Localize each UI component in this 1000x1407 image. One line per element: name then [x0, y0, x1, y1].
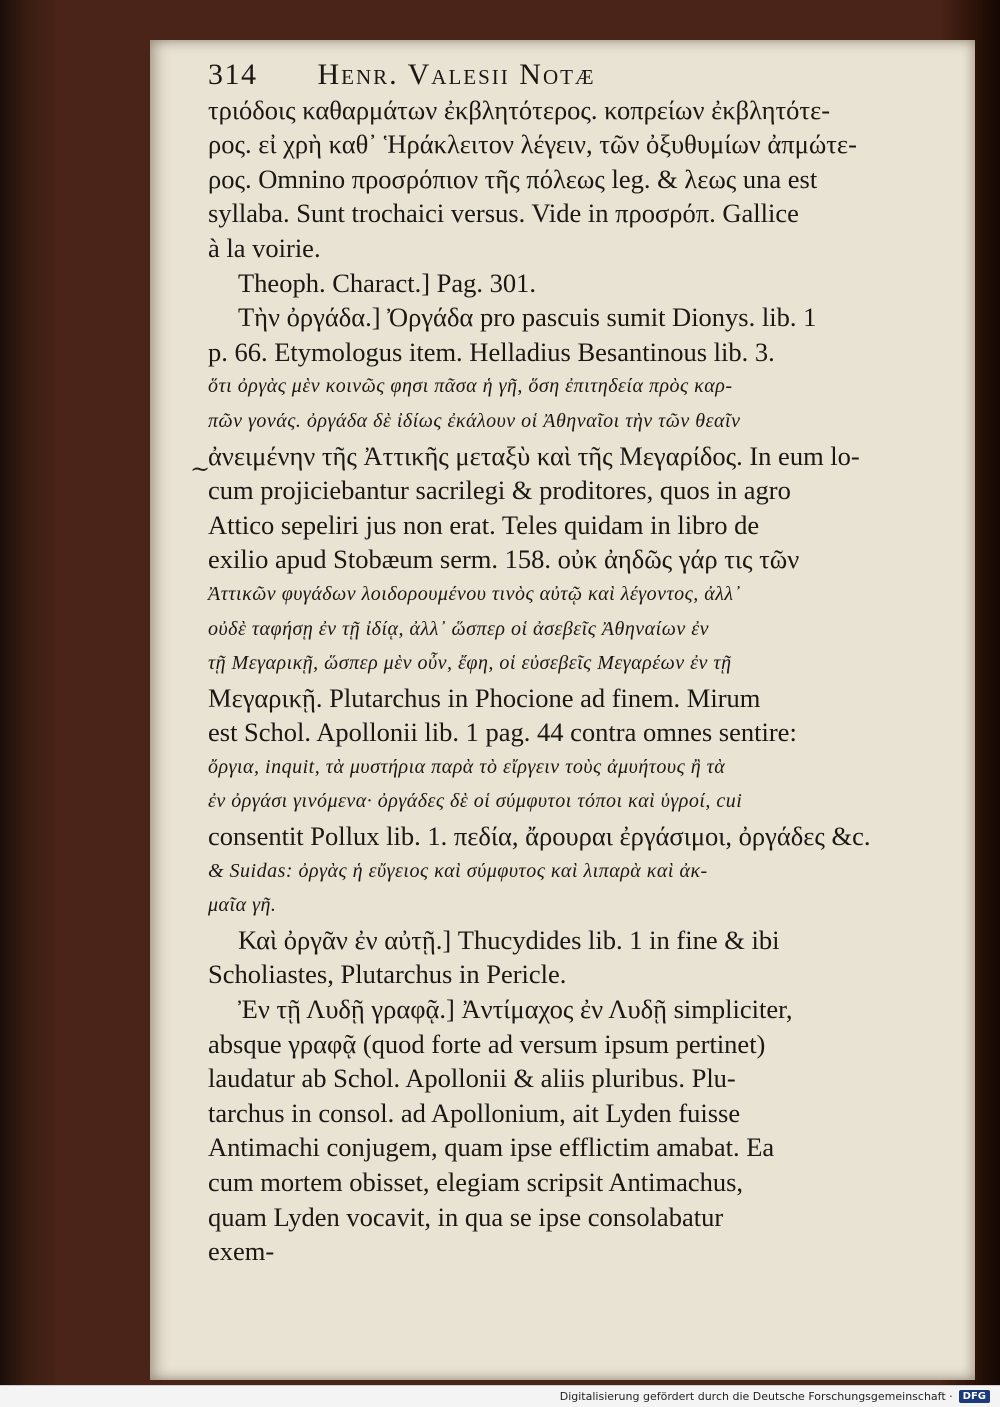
text-line: exilio apud Stobæum serm. 158. οὐκ ἀηδῶς γάρ τις τῶν	[208, 544, 800, 575]
digitization-footer	[0, 1385, 1000, 1407]
running-head	[208, 58, 920, 93]
footer-text: Digitalisierung gefördert durch die Deutsche Forschungsgemeinschaft ·	[559, 1390, 953, 1403]
page-content	[208, 58, 920, 1269]
greek-line: & Suidas: ὀργὰς ἡ εὔγειος καὶ σύμφυτος καὶ λιπαρὰ καὶ ἀκ-	[208, 859, 708, 882]
text-line: consentit Pollux lib. 1. πεδία, ἄρουραι ἐργάσιμοι, ὀργάδες &c.	[208, 821, 871, 852]
text-line: p. 66. Etymologus item. Helladius Besantinous lib. 3.	[208, 336, 775, 367]
text-line: est Schol. Apollonii lib. 1 pag. 44 contra omnes sentire:	[208, 717, 797, 748]
text-line: cum projiciebantur sacrilegi & proditores, quos in agro	[208, 475, 791, 506]
greek-line: οὐδὲ ταφήσῃ ἐν τῇ ἰδίᾳ, ἀλλ᾽ ὥσπερ οἱ ἀσεβεῖς Ἀθηναίων ἐν	[208, 617, 709, 640]
text-line: laudatur ab Schol. Apollonii & aliis pluribus. Plu-	[208, 1063, 736, 1094]
text-line: Τὴν ὀργάδα.] Ὀργάδα pro pascuis sumit Dionys. lib. 1	[238, 302, 817, 333]
text-line: τριόδοις καθαρμάτων ἐκβλητότερος. κοπρείων ἐκβλητότε-	[208, 94, 831, 125]
text-line: ἀνειμένην τῆς Ἀττικῆς μεταξὺ καὶ τῆς Μεγαρίδος. In eum lo-	[208, 440, 860, 471]
dfg-logo-icon: DFG	[959, 1390, 990, 1403]
text-line: Antimachi conjugem, quam ipse efflictim amabat. Ea	[208, 1132, 775, 1163]
text-line: ρος. εἰ χρὴ καθ᾽ Ἡράκλειτον λέγειν, τῶν ὀξυθυμίων ἀπμώτε-	[208, 129, 857, 160]
text-line: absque γραφᾷ (quod forte ad versum ipsum pertinet)	[208, 1028, 766, 1059]
page-number: 314	[208, 58, 258, 91]
greek-line: ὄργια, inquit, τὰ μυστήρια παρὰ τὸ εἴργειν τοὺς ἀμυήτους ἢ τὰ	[208, 755, 726, 778]
greek-line: Ἀττικῶν φυγάδων λοιδορουμένου τινὸς αὐτῷ καὶ λέγοντος, ἀλλ᾽	[208, 582, 741, 605]
text-line: Scholiastes, Plutarchus in Pericle.	[208, 959, 567, 990]
text-line: Καὶ ὀργᾶν ἐν αὐτῇ.] Thucydides lib. 1 in fine & ibi	[238, 924, 780, 955]
greek-line: μαῖα γῆ.	[208, 894, 277, 917]
marginal-tilde-mark: ~	[190, 455, 211, 483]
text-line: tarchus in consol. ad Apollonium, ait Lyden fuisse	[208, 1097, 741, 1128]
catchword: exem-	[208, 1236, 275, 1267]
text-line: quam Lyden vocavit, in qua se ipse consolabatur	[208, 1201, 724, 1232]
section-heading: Theoph. Charact.] Pag. 301.	[238, 267, 537, 298]
running-title: Henr. Valesii Notæ	[317, 58, 596, 91]
greek-line: πῶν γονάς. ὀργάδα δὲ ἰδίως ἐκάλουν οἱ Ἀθηναῖοι τὴν τῶν θεαῖν	[208, 409, 741, 432]
text-line: Μεγαρικῇ. Plutarchus in Phocione ad finem. Mirum	[208, 682, 761, 713]
text-line: à la voirie.	[208, 232, 321, 263]
greek-line: ἐν ὀργάσι γινόμενα· ὀργάδες δὲ οἱ σύμφυτοι τόποι καὶ ὑγροί, cui	[208, 790, 743, 813]
text-line: syllaba. Sunt trochaici versus. Vide in προσρόπ. Gallice	[208, 198, 799, 229]
text-line: cum mortem obisset, elegiam scripsit Antimachus,	[208, 1167, 744, 1197]
greek-line: ὅτι ὀργὰς μὲν κοινῶς φησι πᾶσα ἡ γῆ, ὅση ἐπιτηδεία πρὸς καρ-	[208, 375, 733, 398]
text-line: ρος. Omnino προσρόπιον τῆς πόλεως leg. & λεως una est	[208, 163, 818, 194]
greek-line: τῇ Μεγαρικῇ, ὥσπερ μὲν οὖν, ἔφη, οἱ εὐσεβεῖς Μεγαρέων ἐν τῇ	[208, 652, 732, 675]
text-line: Attico sepeliri jus non erat. Teles quidam in libro de	[208, 509, 760, 540]
text-line: Ἐν τῇ Λυδῇ γραφᾷ.] Ἀντίμαχος ἐν Λυδῇ simpliciter,	[238, 994, 793, 1025]
